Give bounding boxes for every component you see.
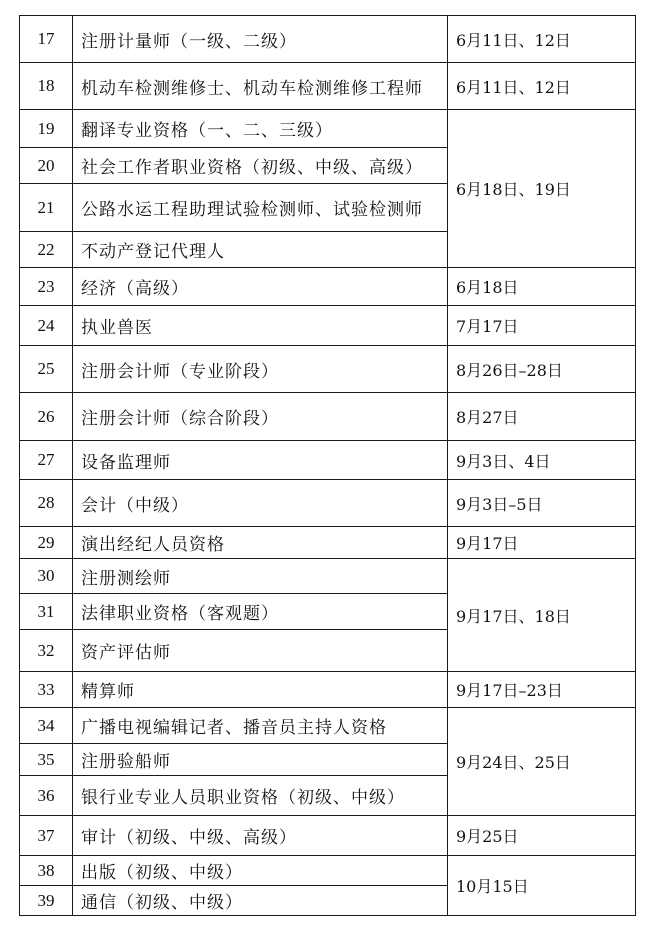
- row-number: 37: [20, 816, 73, 856]
- row-number: 38: [20, 856, 73, 886]
- row-number: 34: [20, 708, 73, 744]
- row-number: 26: [20, 393, 73, 441]
- table-row: [20, 306, 636, 346]
- exam-date: 6月11日、12日: [448, 16, 636, 63]
- exam-date: 9月17日、18日: [448, 559, 636, 672]
- exam-name: 法律职业资格（客观题）: [73, 594, 448, 630]
- exam-date: 9月17日: [448, 527, 636, 559]
- row-number: 23: [20, 268, 73, 306]
- row-number: 22: [20, 232, 73, 268]
- exam-name: 设备监理师: [73, 441, 448, 480]
- exam-name: 翻译专业资格（一、二、三级）: [73, 110, 448, 148]
- exam-name: 社会工作者职业资格（初级、中级、高级）: [73, 148, 448, 184]
- row-number: 20: [20, 148, 73, 184]
- exam-date: 6月18日、19日: [448, 110, 636, 268]
- exam-name: 不动产登记代理人: [73, 232, 448, 268]
- table-row: [20, 559, 636, 594]
- exam-name: 注册验船师: [73, 744, 448, 776]
- exam-name: 银行业专业人员职业资格（初级、中级）: [73, 776, 448, 816]
- row-number: 19: [20, 110, 73, 148]
- row-number: 24: [20, 306, 73, 346]
- table-row: [20, 672, 636, 708]
- exam-name: 注册会计师（综合阶段）: [73, 393, 448, 441]
- exam-name: 资产评估师: [73, 630, 448, 672]
- exam-name: 注册会计师（专业阶段）: [73, 346, 448, 393]
- exam-name: 出版（初级、中级）: [73, 856, 448, 886]
- row-number: 33: [20, 672, 73, 708]
- exam-date: 6月11日、12日: [448, 63, 636, 110]
- row-number: 17: [20, 16, 73, 63]
- exam-name: 注册计量师（一级、二级）: [73, 16, 448, 63]
- table-row: [20, 708, 636, 744]
- table-row: [20, 16, 636, 63]
- row-number: 32: [20, 630, 73, 672]
- row-number: 30: [20, 559, 73, 594]
- row-number: 29: [20, 527, 73, 559]
- row-number: 39: [20, 886, 73, 916]
- exam-name: 执业兽医: [73, 306, 448, 346]
- exam-name: 审计（初级、中级、高级）: [73, 816, 448, 856]
- row-number: 28: [20, 480, 73, 527]
- exam-name: 公路水运工程助理试验检测师、试验检测师: [73, 184, 448, 232]
- row-number: 35: [20, 744, 73, 776]
- exam-name: 机动车检测维修士、机动车检测维修工程师: [73, 63, 448, 110]
- table-row: [20, 441, 636, 480]
- row-number: 36: [20, 776, 73, 816]
- exam-date: 9月25日: [448, 816, 636, 856]
- table-row: [20, 480, 636, 527]
- exam-name: 精算师: [73, 672, 448, 708]
- exam-date: 6月18日: [448, 268, 636, 306]
- table-row: [20, 110, 636, 148]
- row-number: 21: [20, 184, 73, 232]
- exam-name: 通信（初级、中级）: [73, 886, 448, 916]
- exam-schedule-table: [19, 15, 636, 916]
- table-row: [20, 346, 636, 393]
- row-number: 18: [20, 63, 73, 110]
- exam-name: 经济（高级）: [73, 268, 448, 306]
- exam-date: 9月17日–23日: [448, 672, 636, 708]
- exam-date: 9月3日、4日: [448, 441, 636, 480]
- table-row: [20, 268, 636, 306]
- table-row: [20, 63, 636, 110]
- table-row: [20, 856, 636, 886]
- exam-date: 9月24日、25日: [448, 708, 636, 816]
- table-row: [20, 816, 636, 856]
- exam-date: 10月15日: [448, 856, 636, 916]
- exam-date: 7月17日: [448, 306, 636, 346]
- exam-date: 9月3日–5日: [448, 480, 636, 527]
- exam-name: 会计（中级）: [73, 480, 448, 527]
- table-row: [20, 527, 636, 559]
- exam-date: 8月27日: [448, 393, 636, 441]
- row-number: 25: [20, 346, 73, 393]
- exam-name: 注册测绘师: [73, 559, 448, 594]
- row-number: 31: [20, 594, 73, 630]
- exam-name: 演出经纪人员资格: [73, 527, 448, 559]
- row-number: 27: [20, 441, 73, 480]
- exam-name: 广播电视编辑记者、播音员主持人资格: [73, 708, 448, 744]
- exam-schedule-body: [20, 16, 636, 916]
- exam-date: 8月26日–28日: [448, 346, 636, 393]
- table-row: [20, 393, 636, 441]
